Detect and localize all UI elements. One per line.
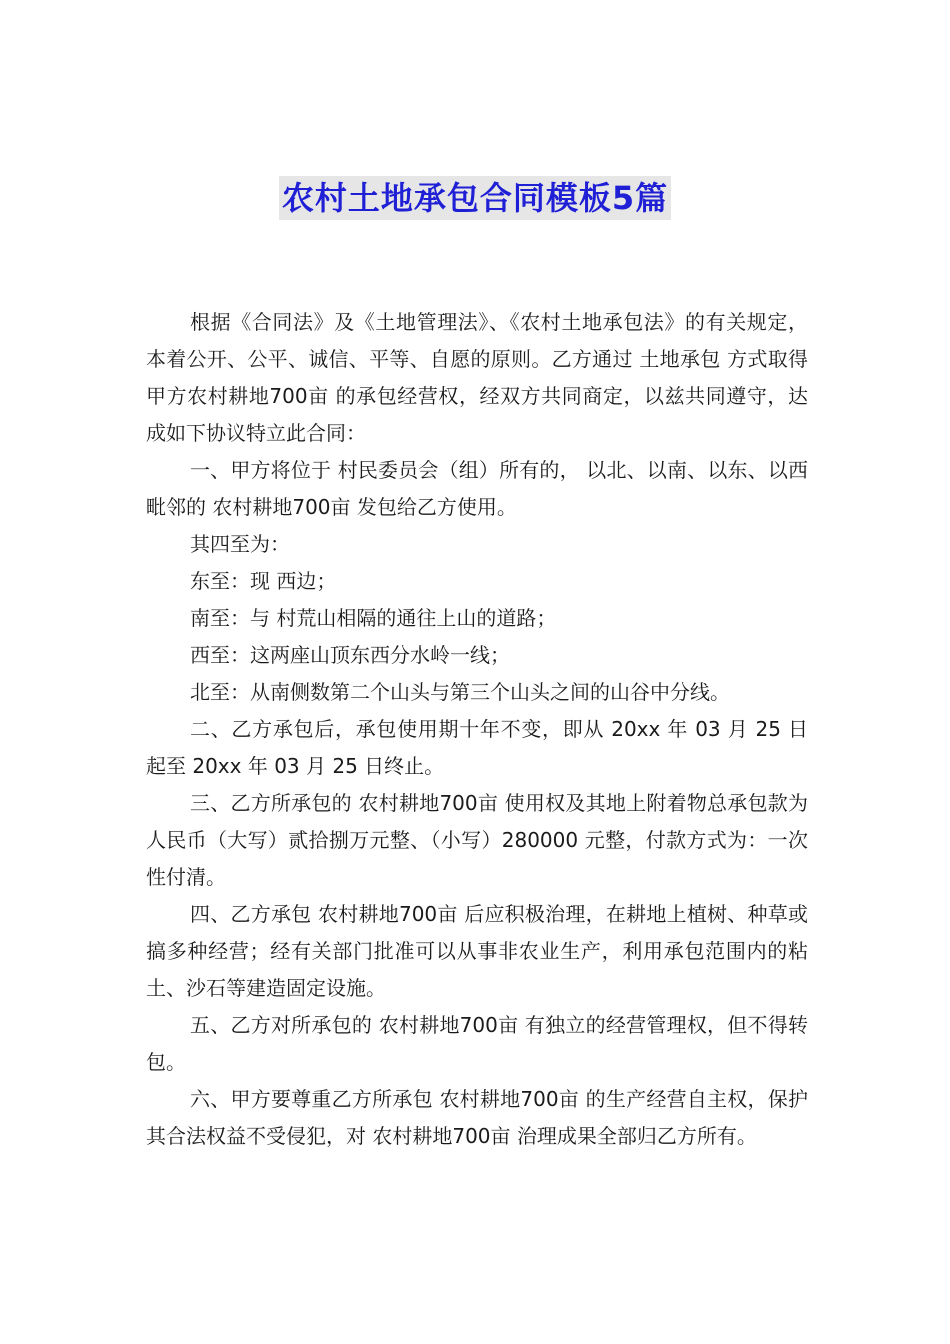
paragraph-preamble: 根据《合同法》及《土地管理法》、《农村土地承包法》的有关规定，本着公开、公平、诚信、平等、自愿的原则。乙方通过 土地承包 方式取得甲方农村耕地700亩 的承包经营权，经双方共同商定，以兹共同遵守，达成如下协议特立此合同： (146, 310, 808, 445)
paragraph-clause-4: 四、乙方承包 农村耕地700亩 后应积极治理，在耕地上植树、种草或搞多种经营；经有关部门批准可以从事非农业生产，利用承包范围内的粘土、沙石等建造固定设施。 (146, 902, 808, 1000)
paragraph-clause-3: 三、乙方所承包的 农村耕地700亩 使用权及其地上附着物总承包款为人民币（大写）贰拾捌万元整、（小写）280000 元整，付款方式为：一次性付清。 (146, 791, 808, 889)
paragraph-north-boundary: 北至：从南侧数第二个山头与第三个山头之间的山谷中分线。 (190, 680, 730, 704)
title-container (0, 176, 950, 220)
paragraph-clause-2: 二、乙方承包后，承包使用期十年不变，即从 20xx 年 03 月 25 日起至 20xx 年 03 月 25 日终止。 (146, 717, 808, 778)
paragraph-south-boundary: 南至：与 村荒山相隔的通往上山的道路； (190, 606, 557, 630)
paragraph-boundaries-heading: 其四至为： (190, 532, 290, 556)
paragraph-clause-1: 一、甲方将位于 村民委员会（组）所有的， 以北、以南、以东、以西毗邻的 农村耕地700亩 发包给乙方使用。 (146, 458, 808, 519)
document-title: 农村土地承包合同模板5篇 (279, 176, 671, 220)
paragraph-west-boundary: 西至：这两座山顶东西分水岭一线； (190, 643, 510, 667)
paragraph-clause-5: 五、乙方对所承包的 农村耕地700亩 有独立的经营管理权，但不得转包。 (146, 1013, 808, 1074)
document-body (146, 304, 808, 1155)
paragraph-east-boundary: 东至：现 西边； (190, 569, 337, 593)
paragraph-clause-6: 六、甲方要尊重乙方所承包 农村耕地700亩 的生产经营自主权，保护其合法权益不受侵犯，对 农村耕地700亩 治理成果全部归乙方所有。 (146, 1087, 808, 1148)
